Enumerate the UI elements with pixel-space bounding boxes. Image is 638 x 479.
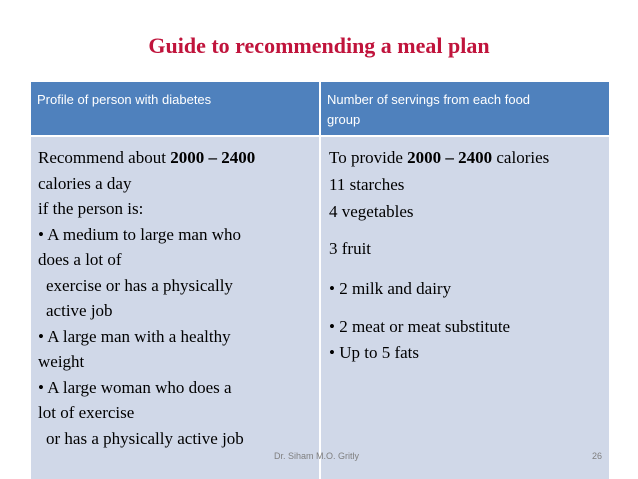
servings-line: • 2 milk and dairy — [329, 279, 452, 298]
calorie-range: 2000 – 2400 — [170, 148, 256, 167]
profile-text — [38, 145, 318, 451]
profile-line — [38, 145, 318, 171]
servings-line: • Up to 5 fats — [329, 343, 419, 362]
profile-line: or has a physically active job — [46, 428, 244, 448]
profile-line: • A large woman who does a — [38, 377, 232, 397]
profile-line: • A large man with a healthy — [38, 326, 231, 346]
servings-line — [329, 147, 549, 169]
header-line-1: Number of servings from each food — [327, 92, 531, 107]
profile-line: active job — [46, 301, 113, 320]
profile-line: lot of exercise — [38, 403, 135, 422]
servings-line: 3 fruit — [329, 239, 372, 258]
profile-line: does a lot of — [38, 250, 122, 269]
calorie-range: 2000 – 2400 — [407, 148, 493, 167]
servings-line: 4 vegetables — [329, 202, 414, 221]
meal-plan-table — [31, 82, 609, 479]
column-header-servings — [321, 82, 609, 135]
servings-cell — [321, 137, 609, 479]
slide-title: Guide to recommending a meal plan — [148, 33, 490, 58]
profile-line: exercise or has a physically — [46, 275, 233, 295]
column-header-text: Profile of person with diabetes — [37, 92, 212, 107]
profile-cell — [31, 137, 319, 479]
text-segment: calories — [492, 148, 550, 167]
servings-line: 11 starches — [329, 175, 405, 194]
header-line-2: group — [327, 112, 361, 127]
profile-line: • A medium to large man who — [38, 224, 242, 244]
page-number: 26 — [592, 451, 603, 461]
profile-line: if the person is: — [38, 199, 144, 218]
text-segment: Recommend about — [38, 148, 171, 167]
servings-text — [329, 137, 607, 479]
footer-author: Dr. Siham M.O. Gritly — [274, 451, 360, 461]
text-segment: To provide — [329, 148, 408, 167]
column-header-profile — [31, 82, 319, 135]
column-header-text — [321, 82, 609, 130]
servings-line: • 2 meat or meat substitute — [329, 317, 511, 336]
profile-line: calories a day — [38, 173, 132, 193]
profile-line: weight — [38, 352, 85, 371]
